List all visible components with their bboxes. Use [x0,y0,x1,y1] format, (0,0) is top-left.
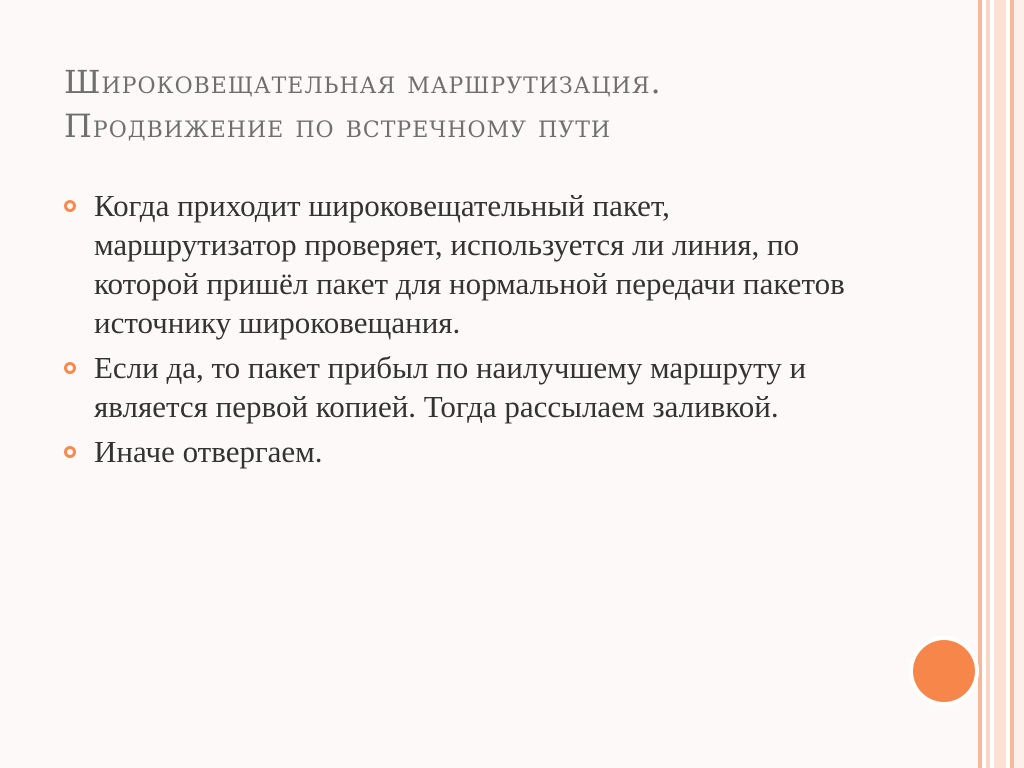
bullet-text: Иначе отвергаем. [94,434,323,469]
orange-circle-decoration [913,640,975,702]
decorative-stripe [994,0,1006,768]
decorative-stripe [1014,0,1024,768]
hollow-circle-bullet-icon [64,362,76,374]
hollow-circle-bullet-icon [64,200,76,212]
bullet-item [64,348,864,426]
bullet-item [64,432,864,471]
hollow-circle-bullet-icon [64,446,76,458]
slide-title-line-2: Продвижение по встречному пути [64,107,612,145]
bullet-text: Если да, то пакет прибыл по наилучшему маршруту и является первой копией. Тогда рассылаем заливкой. [94,350,807,424]
slide-title-line-1: Широковещательная маршрутизация. [64,63,662,101]
slide-title [64,60,944,148]
bullet-list [64,186,864,477]
bullet-text: Когда приходит широковещательный пакет, маршрутизатор проверяет, используется ли линия, по которой пришёл пакет для нормальной передачи пакетов источнику широковещания. [94,188,845,340]
bullet-item [64,186,864,342]
